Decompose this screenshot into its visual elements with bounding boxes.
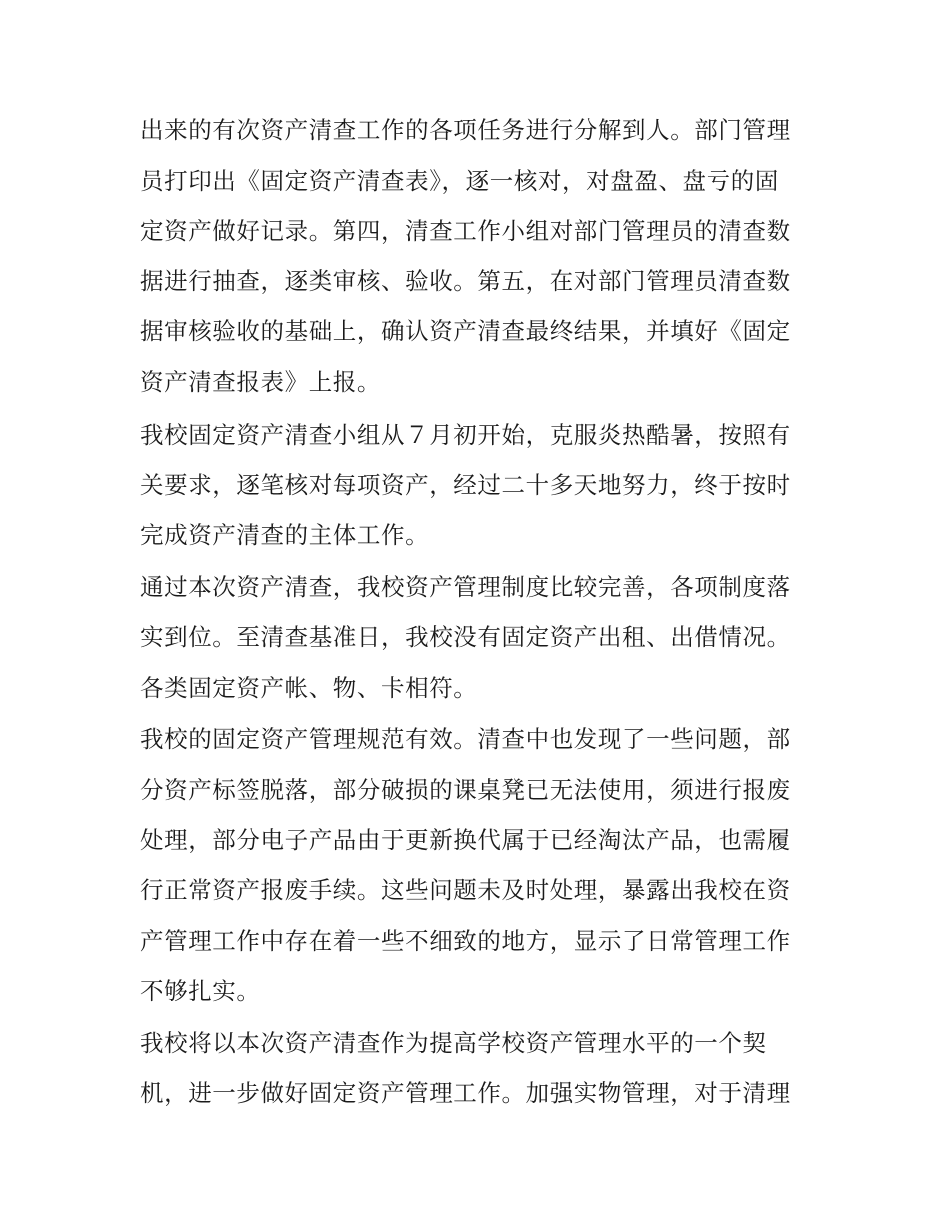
text-line: 行正常资产报废手续。这些问题未及时处理，暴露出我校在资 [140,876,791,904]
text-line: 出来的有次资产清查工作的各项任务进行分解到人。部门管理 [140,116,791,144]
text-line: 通过本次资产清查，我校资产管理制度比较完善，各项制度落 [140,573,791,601]
text-line: 完成资产清查的主体工作。 [140,521,430,549]
text-line: 定资产做好记录。第四，清查工作小组对部门管理员的清查数 [140,217,791,245]
text-line: 各类固定资产帐、物、卡相符。 [140,674,478,702]
text-line: 不够扎实。 [140,977,261,1005]
text-line: 机，进一步做好固定资产管理工作。加强实物管理，对于清理 [140,1079,791,1107]
text-line: 资产清查报表》上报。 [140,368,381,396]
text-line: 据审核验收的基础上，确认资产清查最终结果，并填好《固定 [140,317,791,345]
text-line: 我校固定资产清查小组从７月初开始，克服炎热酷暑，按照有 [140,421,791,449]
text-line: 产管理工作中存在着一些不细致的地方，显示了日常管理工作 [140,927,791,955]
text-line: 处理，部分电子产品由于更新换代属于已经淘汰产品，也需履 [140,826,791,854]
text-line: 据进行抽查，逐类审核、验收。第五，在对部门管理员清查数 [140,267,791,295]
text-line: 分资产标签脱落，部分破损的课桌凳已无法使用，须进行报废 [140,776,791,804]
text-line: 我校将以本次资产清查作为提高学校资产管理水平的一个契 [140,1029,767,1057]
text-line: 我校的固定资产管理规范有效。清查中也发现了一些问题，部 [140,725,791,753]
text-line: 员打印出《固定资产清查表》，逐一核对，对盘盈、盘亏的固 [140,167,779,195]
text-line: 实到位。至清查基准日，我校没有固定资产出租、出借情况。 [140,623,791,651]
text-line: 关要求，逐笔核对每项资产，经过二十多天地努力，终于按时 [140,471,791,499]
